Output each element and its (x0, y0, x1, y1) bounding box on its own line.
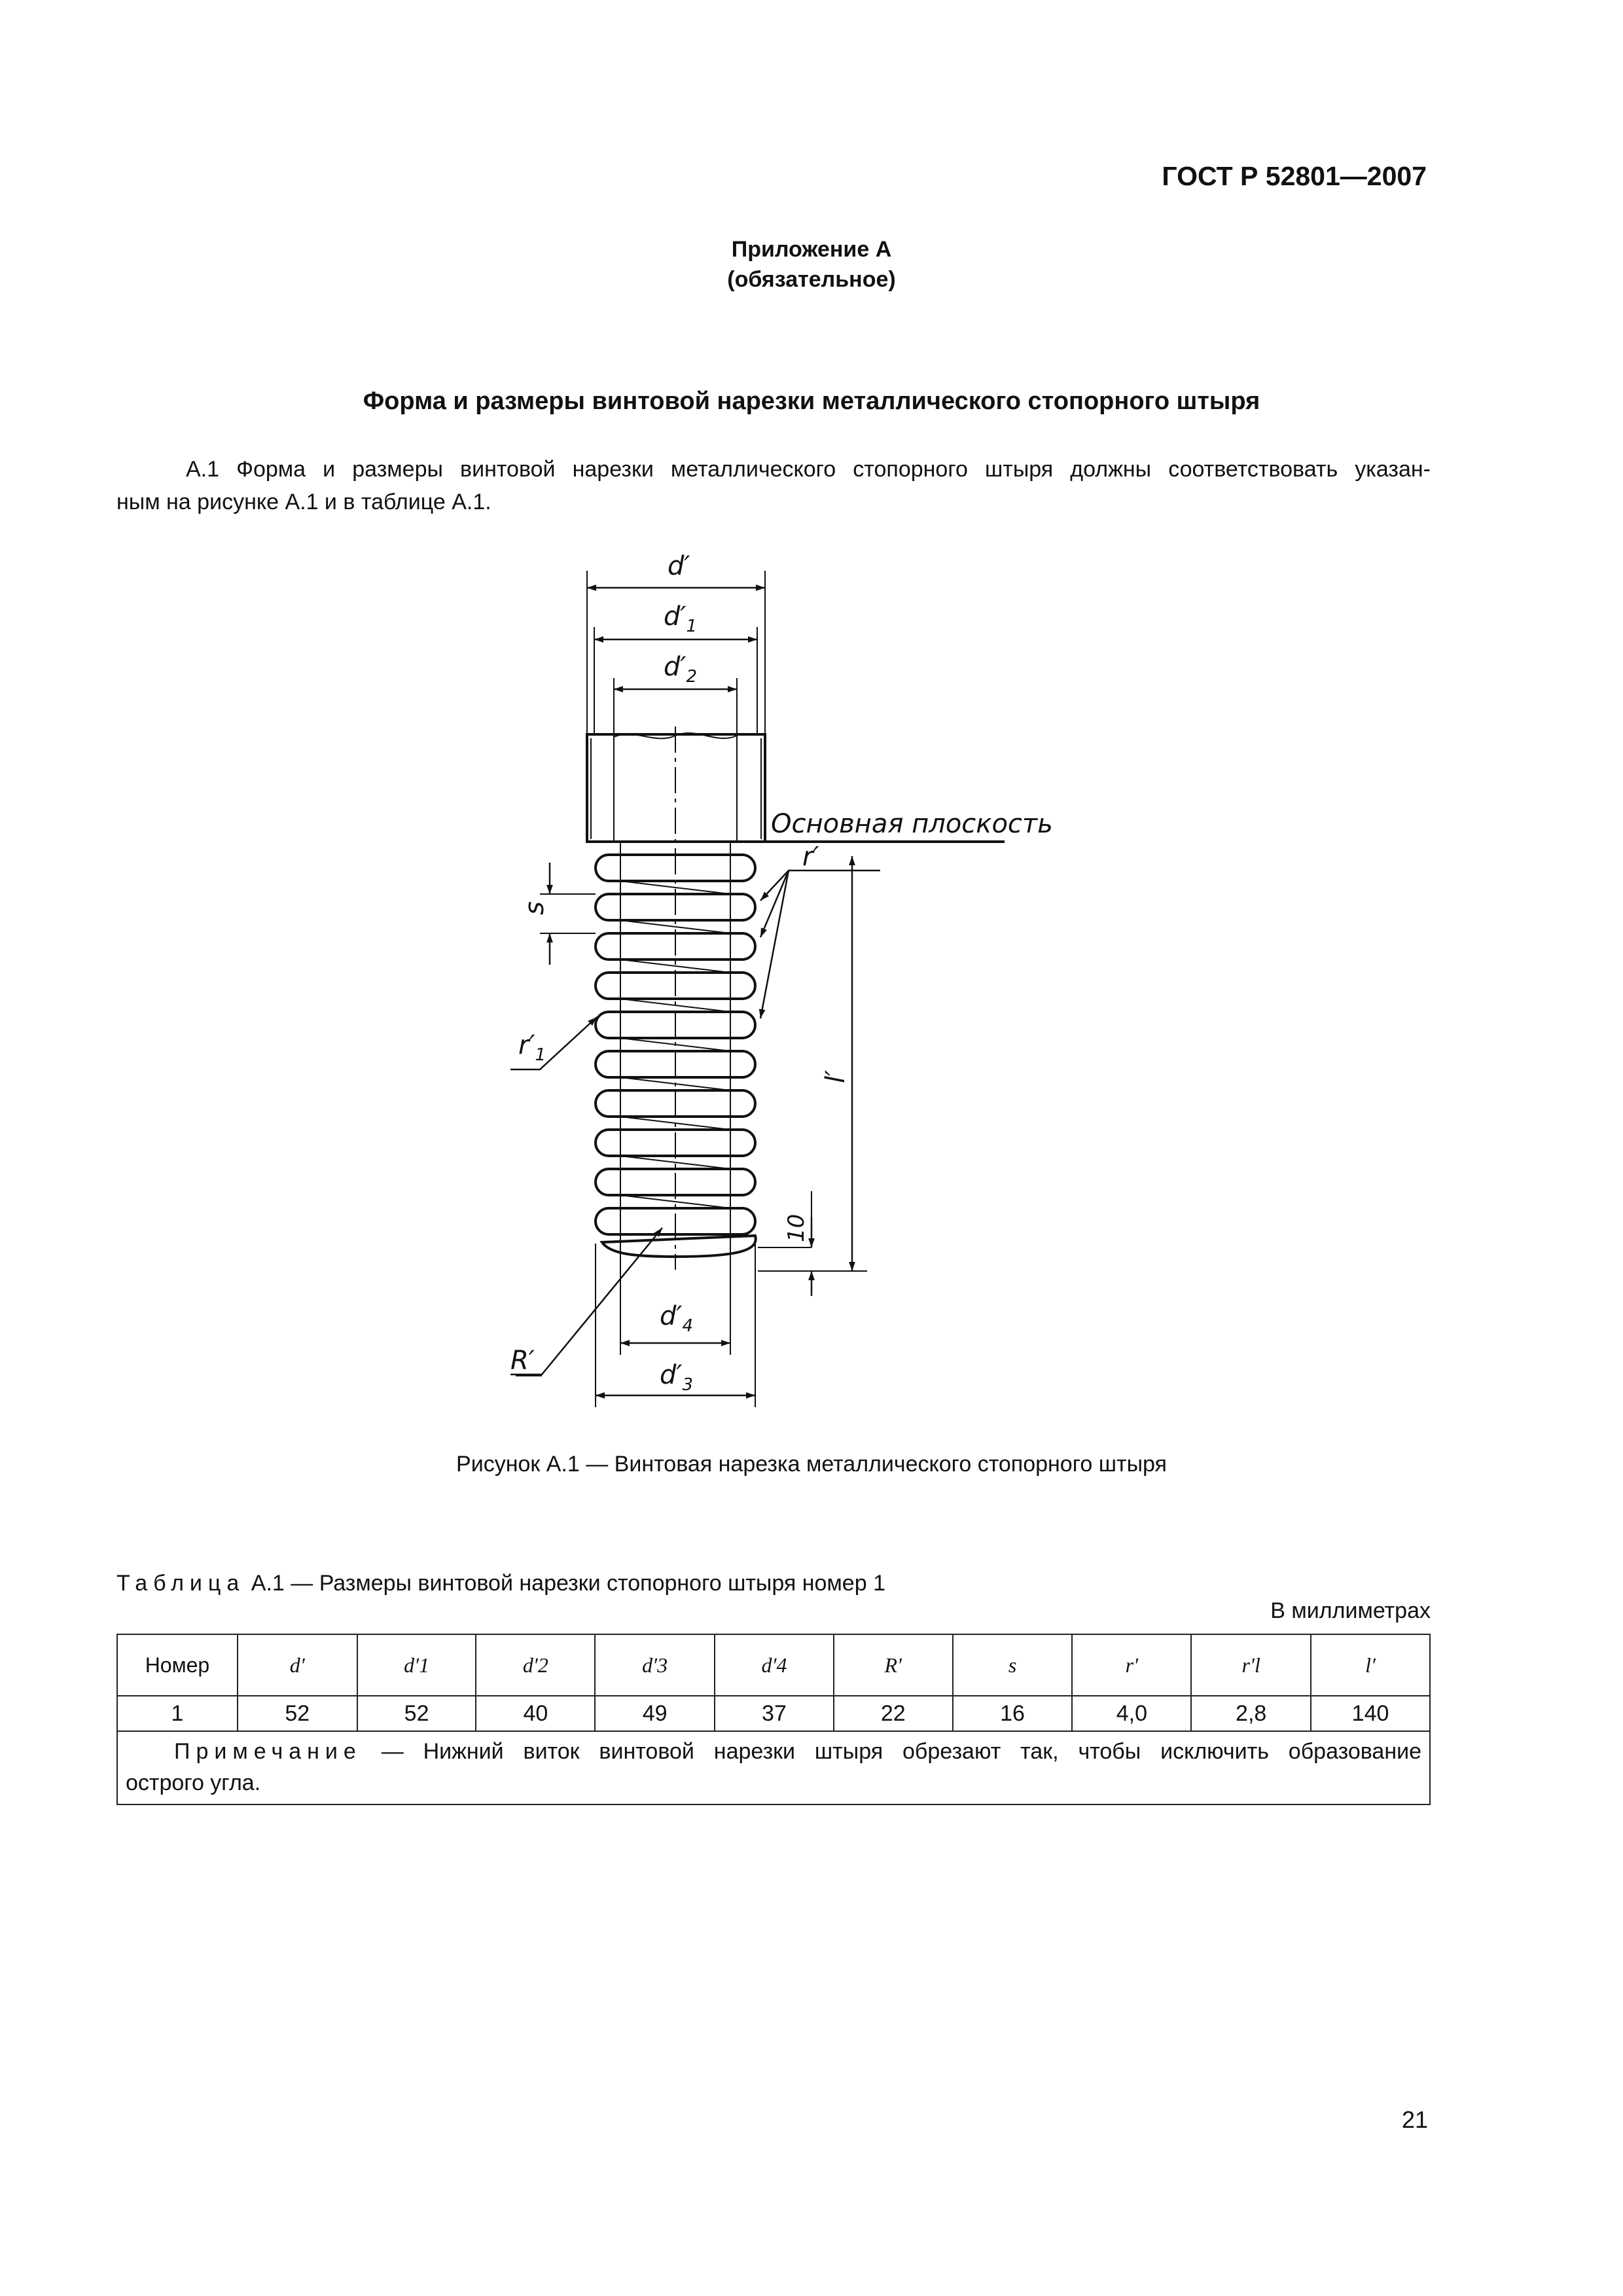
note-lead: Примечание (174, 1739, 362, 1764)
table-row (117, 1696, 1430, 1731)
note-text-2: острого угла. (126, 1770, 261, 1795)
cell-s: 16 (953, 1696, 1073, 1731)
intro-line-1: А.1 Форма и размеры винтовой нарезки металлического стопорного штыря должны соответствовать указан- (186, 457, 1431, 482)
table-title-rest: А.1 — Размеры винтовой нарезки стопорного штыря номер 1 (251, 1571, 885, 1596)
cell-l: 140 (1311, 1696, 1430, 1731)
leader-lines (510, 870, 880, 1376)
thread-drawing (504, 537, 1054, 1427)
note-text: — Нижний виток винтовой нарезки штыря обрезают так, чтобы исключить образование (381, 1739, 1422, 1764)
table-units: В миллиметрах (1270, 1598, 1431, 1623)
col-d4: d′4 (715, 1634, 834, 1696)
label-l: l′ (821, 1069, 851, 1083)
cell-d: 52 (238, 1696, 357, 1731)
label-d2: $d'_2$ (664, 652, 698, 687)
cell-d4: 37 (715, 1696, 834, 1731)
intro-line-2: ным на рисунке А.1 и в таблице А.1. (116, 490, 491, 514)
section-title: Форма и размеры винтовой нарезки металлического стопорного штыря (363, 387, 1260, 415)
table-note-row (117, 1731, 1430, 1804)
dimensions-table (116, 1634, 1431, 1805)
appendix-status: (обязательное) (727, 267, 896, 292)
cell-d1: 52 (357, 1696, 476, 1731)
page-number: 21 (1401, 2106, 1428, 2133)
cell-rl: 2,8 (1191, 1696, 1311, 1731)
label-s: s (520, 901, 550, 915)
appendix-title: Приложение А (731, 237, 892, 262)
label-base-plane: Основная плоскость (771, 809, 1053, 839)
col-d: d′ (238, 1634, 357, 1696)
document-code: ГОСТ Р 52801—2007 (1162, 161, 1427, 191)
label-r: r′ (802, 842, 819, 872)
length-extensions (758, 1191, 867, 1296)
label-ten: 10 (783, 1213, 810, 1242)
label-d3: $d'_3$ (660, 1360, 694, 1395)
label-d1: $d'_1$ (664, 601, 698, 636)
appendix-heading (0, 234, 1623, 295)
label-d4: $d'_4$ (660, 1301, 694, 1336)
label-R: R′ (510, 1346, 535, 1376)
intro-paragraph (116, 453, 1431, 518)
table-header-row (117, 1634, 1430, 1696)
col-d2: d′2 (476, 1634, 595, 1696)
cell-R: 22 (834, 1696, 953, 1731)
col-s: s (953, 1634, 1073, 1696)
cell-r: 4,0 (1072, 1696, 1191, 1731)
col-number: Номер (117, 1634, 238, 1696)
col-r: r′ (1072, 1634, 1191, 1696)
table-title (116, 1571, 885, 1596)
cell-d2: 40 (476, 1696, 595, 1731)
col-l: l′ (1311, 1634, 1430, 1696)
label-r1: $r'_1$ (518, 1030, 546, 1065)
col-R: R′ (834, 1634, 953, 1696)
col-d1: d′1 (357, 1634, 476, 1696)
col-d3: d′3 (595, 1634, 715, 1696)
table-title-lead: Таблица (116, 1571, 245, 1596)
cell-number: 1 (117, 1696, 238, 1731)
col-rl: r′l (1191, 1634, 1311, 1696)
label-d: d′ (668, 551, 690, 581)
figure-caption: Рисунок А.1 — Винтовая нарезка металлического стопорного штыря (456, 1452, 1167, 1477)
table-note (117, 1731, 1430, 1804)
cell-d3: 49 (595, 1696, 715, 1731)
